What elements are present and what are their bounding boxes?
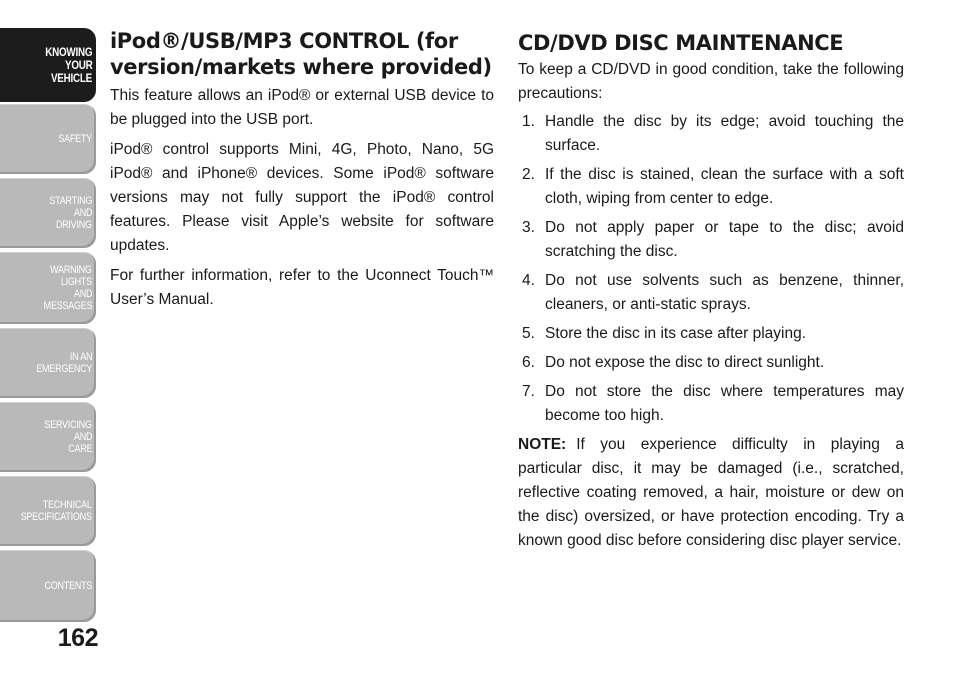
tab-knowing-your-vehicle[interactable]	[0, 28, 96, 102]
tab-label: AND	[73, 431, 92, 443]
list-text: Do not expose the disc to direct sunlight.	[545, 354, 825, 371]
tab-label: AND	[73, 288, 92, 300]
tab-label: WARNING	[50, 264, 92, 276]
tab-label: SERVICING	[44, 419, 92, 431]
tab-label: SPECIFICATIONS	[20, 511, 92, 523]
list-text: Do not store the disc where temperatures may become too high.	[545, 383, 904, 424]
tab-warning-lights-and-messages[interactable]	[0, 252, 96, 324]
list-text: Do not apply paper or tape to the disc; avoid scratching the disc.	[545, 219, 904, 260]
list-number: 7.	[522, 383, 535, 400]
list-number: 5.	[522, 325, 535, 342]
list-item	[518, 269, 904, 317]
paragraph: iPod® control supports Mini, 4G, Photo, Nano, 5G iPod® and iPhone® devices. Some iPod® software versions may not fully support the iPod® control features. Please visit Apple’s website for software updates.	[110, 141, 494, 254]
tab-label: CARE	[67, 443, 92, 455]
right-column	[518, 28, 904, 553]
list-item	[518, 110, 904, 158]
list-number: 2.	[522, 166, 535, 183]
list-item	[518, 163, 904, 211]
left-column	[110, 28, 494, 312]
note-label: NOTE:	[518, 436, 567, 453]
precautions-list	[518, 110, 904, 428]
tab-label: VEHICLE	[51, 70, 92, 85]
list-number: 1.	[522, 113, 535, 130]
list-item	[518, 216, 904, 264]
tab-label: EMERGENCY	[36, 363, 92, 375]
tab-servicing-and-care[interactable]	[0, 402, 96, 472]
tab-label: DRIVING	[56, 219, 92, 231]
tab-label: YOUR	[64, 57, 92, 72]
tab-starting-and-driving[interactable]	[0, 178, 96, 248]
list-number: 3.	[522, 219, 535, 236]
tab-label: CONTENTS	[44, 580, 92, 592]
intro-paragraph: To keep a CD/DVD in good condition, take the following precautions:	[518, 61, 904, 102]
tab-in-an-emergency[interactable]	[0, 328, 96, 398]
tab-safety[interactable]	[0, 104, 96, 174]
tab-label: STARTING	[49, 195, 92, 207]
list-text: If the disc is stained, clean the surface with a soft cloth, wiping from center to edge.	[545, 166, 904, 207]
note-paragraph	[518, 433, 904, 553]
list-text: Do not use solvents such as benzene, thinner, cleaners, or anti-static sprays.	[545, 272, 904, 313]
tab-label: AND	[73, 207, 92, 219]
tab-label: SAFETY	[58, 133, 92, 145]
list-item	[518, 380, 904, 428]
tab-label: MESSAGES	[43, 300, 92, 312]
tab-technical-specifications[interactable]	[0, 476, 96, 546]
section-heading-disc-maintenance: CD/DVD DISC MAINTENANCE	[518, 31, 844, 55]
paragraph: This feature allows an iPod® or external USB device to be plugged into the USB port.	[110, 87, 494, 128]
list-item	[518, 351, 904, 375]
tab-contents[interactable]	[0, 550, 96, 622]
tab-label: LIGHTS	[60, 276, 92, 288]
list-number: 6.	[522, 354, 535, 371]
tab-label: IN AN	[69, 351, 92, 363]
section-heading-ipod-usb: iPod®/USB/MP3 CONTROL (for version/markets where provided)	[110, 29, 492, 79]
chapter-sidebar	[0, 0, 100, 678]
note-text: If you experience difficulty in playing a particular disc, it may be damaged (i.e., scratched, reflective coating removed, a hair, moisture or dew on the disc) oversized, or have protection encoding. Try a known good disc before considering disc player service.	[518, 436, 904, 549]
page-number: 162	[57, 624, 98, 652]
tab-label: TECHNICAL	[43, 499, 92, 511]
tab-label: KNOWING	[45, 44, 92, 59]
list-item	[518, 322, 904, 346]
paragraph: For further information, refer to the Uconnect Touch™ User’s Manual.	[110, 267, 494, 308]
list-text: Handle the disc by its edge; avoid touching the surface.	[545, 113, 904, 154]
list-number: 4.	[522, 272, 535, 289]
list-text: Store the disc in its case after playing.	[545, 325, 807, 342]
